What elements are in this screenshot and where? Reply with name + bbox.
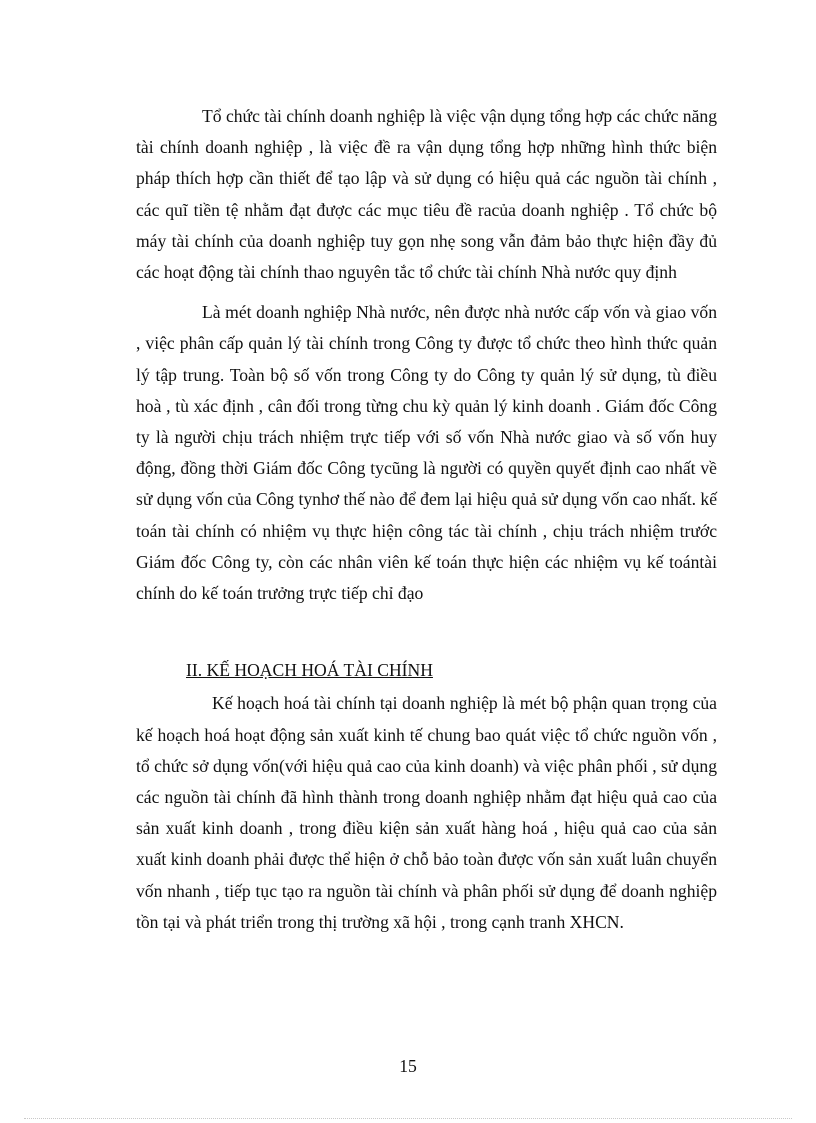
paragraph-capital-management: Là mét doanh nghiệp Nhà nước, nên được nhà nước cấp vốn và giao vốn , việc phân cấp quản lý tài chính trong Công ty được tổ chức theo hình thức quản lý tập trung. Toàn bộ số vốn trong Công ty do Công ty quản lý sử dụng, tù điều hoà , tù xác định , cân đối trong từng chu kỳ quản lý kinh doanh . Giám đốc Công ty là người chịu trách nhiệm trực tiếp với số vốn Nhà nước giao và số vốn huy động, đồng thời Giám đốc Công tycũng là người có quyền quyết định cao nhất về sử dụng vốn của Công tynhơ thế nào để đem lại hiệu quả sử dụng vốn cao nhất. kế toán tài chính có nhiệm vụ thực hiện công tác tài chính , chịu trách nhiệm trước Giám đốc Công ty, còn các nhân viên kế toán thực hiện các nhiệm vụ kế toántài chính do kế toán trưởng trực tiếp chỉ đạo: [136, 302, 717, 604]
page-body: [136, 101, 717, 938]
paragraph-financial-organization: Tổ chức tài chính doanh nghiệp là việc vận dụng tổng hợp các chức năng tài chính doanh nghiệp , là việc đề ra vận dụng tổng hợp những hình thức biện pháp thích hợp cần thiết để tạo lập và sử dụng có hiệu quả các nguồn tài chính , các quĩ tiền tệ nhằm đạt được các mục tiêu đề racủa doanh nghiệp . Tổ chức bộ máy tài chính của doanh nghiệp tuy gọn nhẹ song vẫn đảm bảo thực hiện đầy đủ các hoạt động tài chính thao nguyên tắc tổ chức tài chính Nhà nước quy định: [136, 106, 717, 283]
section-heading: II. KẾ HOẠCH HOÁ TÀI CHÍNH: [186, 660, 433, 681]
page-bottom-divider: [24, 1118, 792, 1119]
page-number: 15: [399, 1056, 417, 1076]
paragraph-financial-planning: Kế hoạch hoá tài chính tại doanh nghiệp là mét bộ phận quan trọng của kế hoạch hoá hoạt động sản xuất kinh tế chung bao quát việc tổ chức nguồn vốn , tổ chức sở dụng vốn(với hiệu quả cao của kinh doanh) và việc phân phối , sử dụng các nguồn tài chính đã hình thành trong doanh nghiệp nhằm đạt hiệu quả cao của sản xuất kinh doanh , trong điều kiện sản xuất hàng hoá , hiệu quả cao của sản xuất kinh doanh phải được thể hiện ở chỗ bảo toàn được vốn sản xuất luân chuyển vốn nhanh , tiếp tục tạo ra nguồn tài chính và phân phối sử dụng để doanh nghiệp tồn tại và phát triển trong thị trường xã hội , trong cạnh tranh XHCN.: [136, 693, 717, 932]
